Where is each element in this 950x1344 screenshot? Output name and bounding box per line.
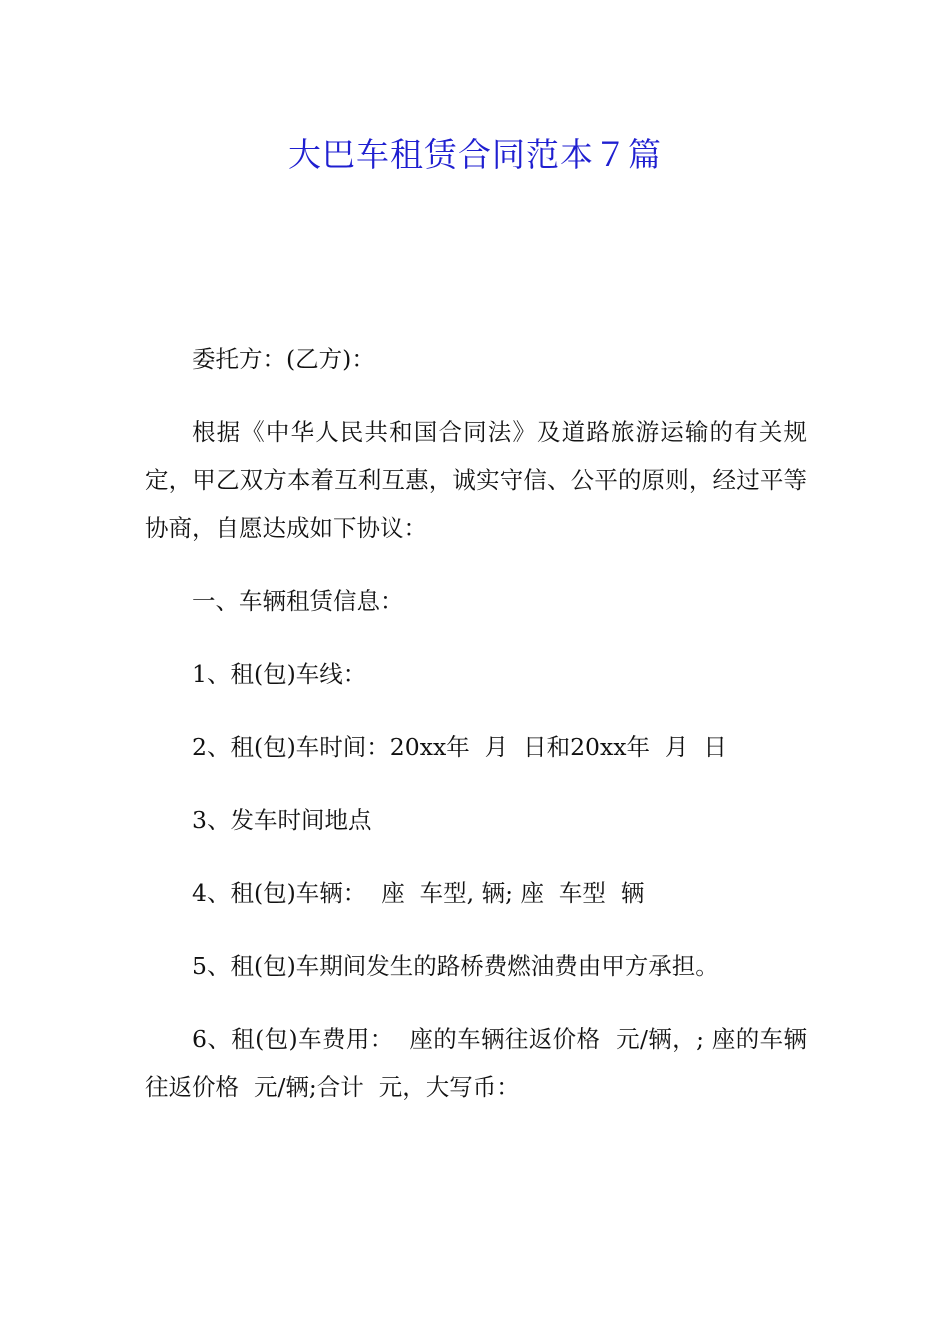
document-title: 大巴车租赁合同范本７篇 [288,135,662,174]
clause-rental-fee: 6、租(包)车费用： 座的车辆往返价格 元/辆，; 座的车辆往返价格 元/辆;合计 元，大写币： [145,1025,807,1101]
clause-vehicles: 4、租(包)车辆： 座 车型, 辆; 座 车型 辆 [192,879,645,907]
paragraph-preamble: 根据《中华人民共和国合同法》及道路旅游运输的有关规定，甲乙双方本着互利互惠，诚实守信、公平的原则，经过平等协商，自愿达成如下协议： [145,418,807,542]
clause-rental-time: 2、租(包)车时间：20xx年 月 日和20xx年 月 日 [192,733,727,761]
paragraph-client: 委托方：(乙方)： [192,345,375,373]
clause-departure-time-place: 3、发车时间地点 [192,806,372,834]
clause-route: 1、租(包)车线： [192,660,367,688]
document-body [145,335,807,1136]
section-heading-vehicle-rental-info: 一、车辆租赁信息： [192,587,404,615]
clause-toll-fuel: 5、租(包)车期间发生的路桥费燃油费由甲方承担。 [192,952,719,980]
